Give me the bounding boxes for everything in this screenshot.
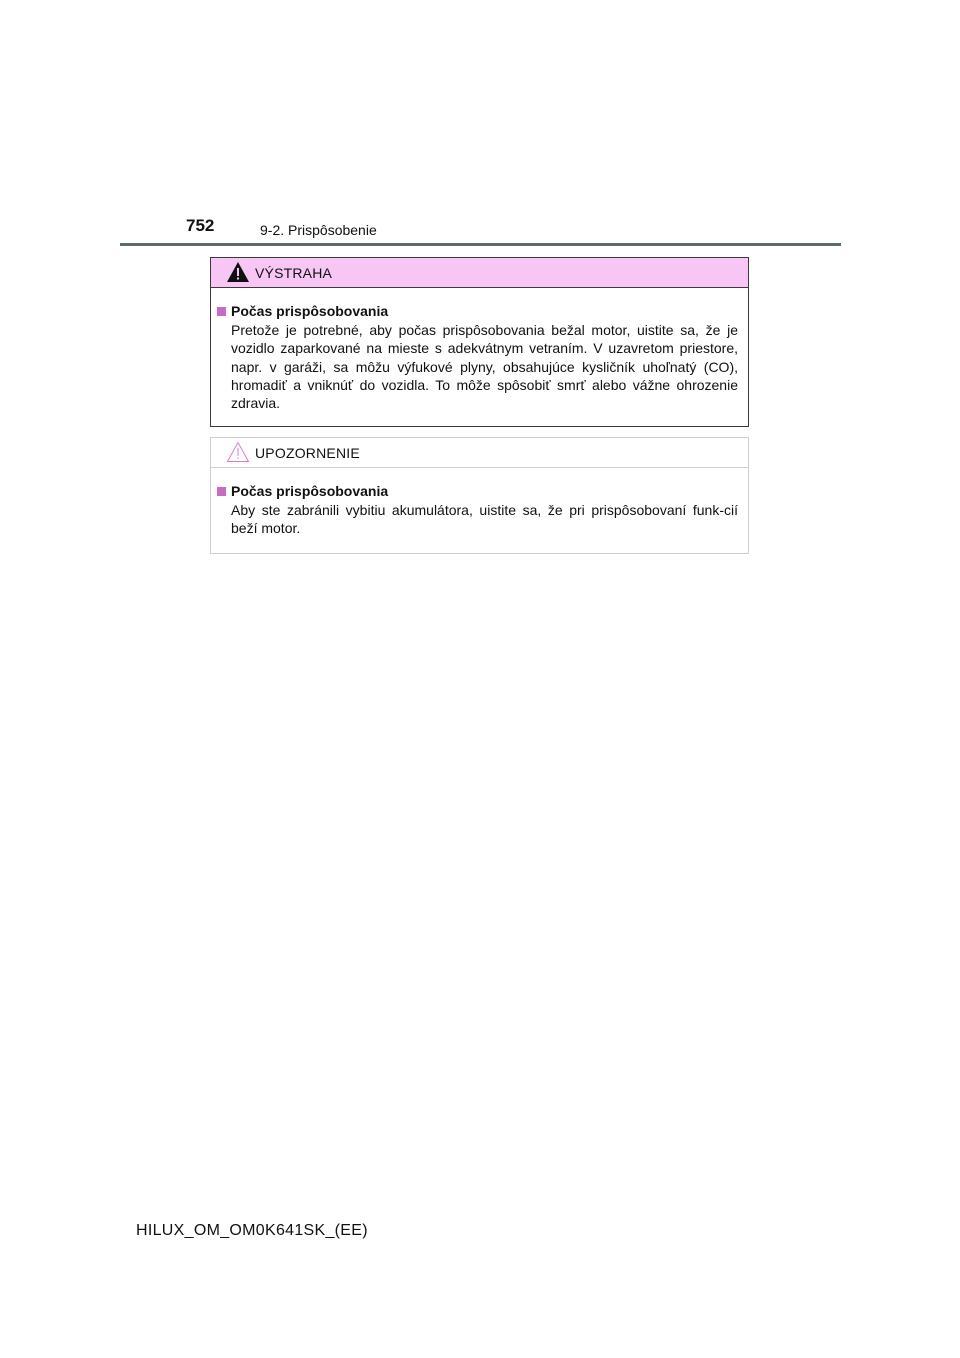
warning-header [211,258,748,288]
warning-subheading-text: Počas prispôsobovania [231,303,389,319]
warning-triangle-filled-icon [226,261,250,283]
caution-text: Aby ste zabránili vybitiu akumulátora, uistite sa, že pri prispôsobovaní funk-cií beží motor. [231,502,738,537]
square-bullet-icon [217,487,226,496]
caution-label: UPOZORNENIE [255,445,360,461]
caution-body [211,468,748,538]
warning-box [210,257,749,427]
caution-header [211,438,748,468]
caution-box [210,437,749,554]
caution-subheading-text: Počas prispôsobovania [231,483,389,499]
warning-label: VÝSTRAHA [255,265,333,281]
caution-subheading [217,482,738,500]
warning-body [211,288,748,412]
square-bullet-icon [217,307,226,316]
warning-subheading [217,302,738,320]
warning-text: Pretože je potrebné, aby počas prispôsobovania bežal motor, uistite sa, že je vozidlo zaparkované na mieste s adekvátnym vetraním. V uzavretom priestore, napr. v garáži, sa môžu výfukové plyny, obsahujúce kysličník uhoľnatý (CO), hromadiť a vniknúť do vozidla. To môže spôsobiť smrť alebo vážne ohrozenie zdravia. [231,322,738,412]
header-rule [120,243,841,246]
page-header [0,0,960,250]
page-number: 752 [186,216,215,235]
caution-triangle-outline-icon [226,441,250,463]
footer-code: HILUX_OM_OM0K641SK_(EE) [136,1222,368,1239]
section-title: 9-2. Prispôsobenie [260,222,377,238]
